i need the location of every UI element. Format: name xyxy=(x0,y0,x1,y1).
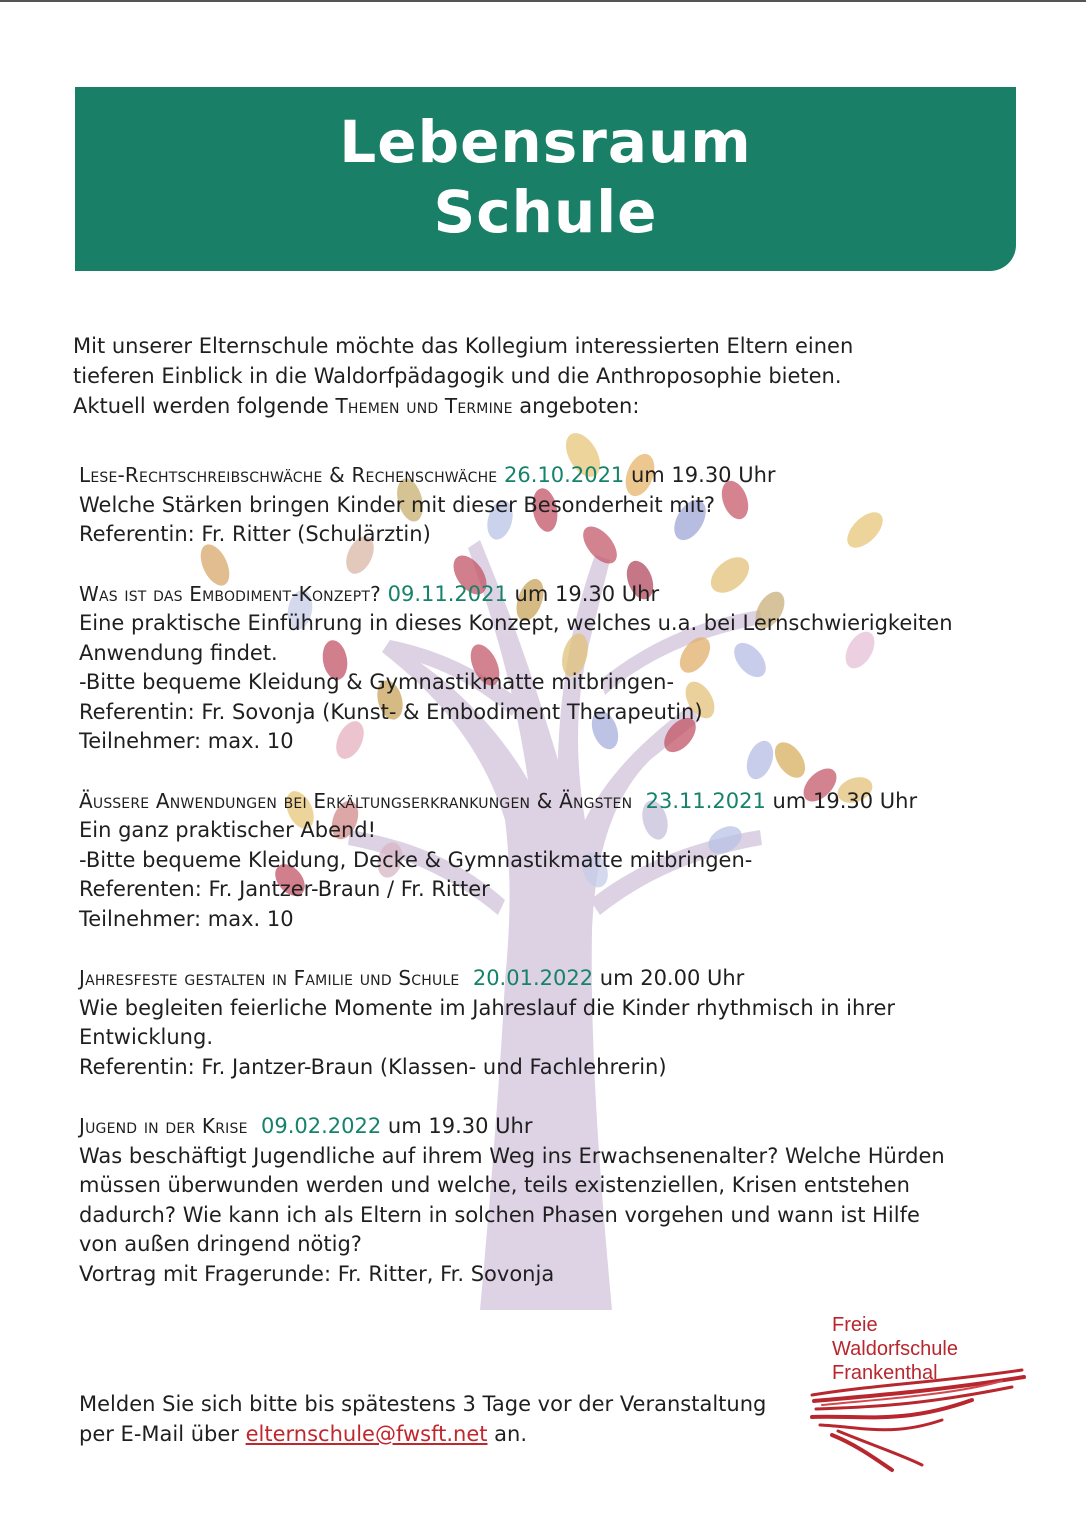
event-time: um 19.30 Uhr xyxy=(514,581,660,606)
email-link[interactable]: elternschule@fwsft.net xyxy=(245,1422,488,1446)
event-line: Teilnehmer: max. 10 xyxy=(79,906,294,931)
logo-line: Waldorfschule xyxy=(832,1338,958,1360)
event-item xyxy=(79,580,1039,757)
event-time: um 19.30 Uhr xyxy=(772,788,918,813)
event-item xyxy=(79,787,1039,935)
title-line-1: Lebensraum xyxy=(339,108,752,176)
event-line: Entwicklung. xyxy=(79,1025,213,1049)
event-line: Referenten: Fr. Jantzer-Braun / Fr. Ritter xyxy=(79,877,490,901)
event-line: Vortrag mit Fragerunde: Fr. Ritter, Fr. Sovonja xyxy=(79,1261,555,1286)
event-line: Wie begleiten feierliche Momente im Jahreslauf die Kinder rhythmisch in ihrer xyxy=(79,995,896,1020)
footer-line: Melden Sie sich bitte bis spätestens 3 Tage vor der Veranstaltung xyxy=(79,1392,767,1416)
footer-text: per E-Mail über xyxy=(79,1422,246,1446)
event-heading xyxy=(79,787,1039,817)
event-time: um 19.30 Uhr xyxy=(387,1114,533,1138)
event-line: -Bitte bequeme Kleidung & Gymnastikmatte mitbringen- xyxy=(79,670,675,694)
event-line: Was beschäftigt Jugendliche auf ihrem Weg ins Erwachsenenalter? Welche Hürden xyxy=(79,1143,945,1168)
logo-line: Frankenthal xyxy=(832,1362,938,1384)
event-list xyxy=(79,461,1039,1319)
intro-line: tieferen Einblick in die Waldorfpädagogik und die Anthroposophie bieten. xyxy=(73,364,842,388)
event-heading xyxy=(79,461,1039,491)
footer-text: an. xyxy=(487,1422,528,1446)
title-banner xyxy=(75,87,1016,271)
event-title: Jugend in der Krise xyxy=(79,1114,248,1138)
registration-note xyxy=(79,1389,839,1449)
event-title: Lese-Rechtschreibschwäche & Rechenschwäche xyxy=(79,463,498,487)
event-line: Referentin: Fr. Jantzer-Braun (Klassen- und Fachlehrerin) xyxy=(79,1054,667,1079)
event-date: 26.10.2021 xyxy=(504,463,625,487)
event-line: müssen überwunden werden und welche, teils existenziellen, Krisen entstehen xyxy=(79,1173,910,1197)
intro-line: Mit unserer Elternschule möchte das Kollegium interessierten Eltern einen xyxy=(73,334,854,358)
intro-line xyxy=(73,391,973,421)
intro-topics-label: Themen und Termine xyxy=(335,394,513,418)
footer-line xyxy=(79,1419,839,1449)
intro-text: Aktuell werden folgende xyxy=(73,394,336,418)
event-date: 09.02.2022 xyxy=(260,1114,382,1138)
event-heading xyxy=(79,580,1039,610)
event-time: um 19.30 Uhr xyxy=(630,463,776,487)
event-title: Äußere Anwendungen bei Erkältungserkrankungen & Ängsten xyxy=(79,788,633,813)
intro-text: angeboten: xyxy=(512,394,640,418)
event-date: 23.11.2021 xyxy=(645,788,766,813)
event-heading xyxy=(79,1112,1039,1142)
event-time: um 20.00 Uhr xyxy=(599,966,745,990)
event-line: Eine praktische Einführung in dieses Konzept, welches u.a. bei Lernschwierigkeiten xyxy=(79,611,953,635)
event-line: Referentin: Fr. Ritter (Schulärztin) xyxy=(79,522,431,546)
event-line: Referentin: Fr. Sovonja (Kunst- & Embodiment Therapeutin) xyxy=(79,699,703,724)
event-line: Welche Stärken bringen Kinder mit dieser Besonderheit mit? xyxy=(79,492,715,517)
school-logo xyxy=(832,1313,958,1385)
title-line-2: Schule xyxy=(433,178,658,246)
event-item xyxy=(79,964,1039,1082)
event-title: Jahresfeste gestalten in Familie und Schule xyxy=(79,966,460,990)
event-line: Teilnehmer: max. 10 xyxy=(79,729,294,753)
event-line: Ein ganz praktischer Abend! xyxy=(79,818,377,842)
event-date: 09.11.2021 xyxy=(387,581,508,606)
event-line: von außen dringend nötig? xyxy=(79,1232,362,1256)
intro-paragraph xyxy=(73,331,973,421)
event-date: 20.01.2022 xyxy=(472,966,594,990)
event-line: -Bitte bequeme Kleidung, Decke & Gymnastikmatte mitbringen- xyxy=(79,847,753,872)
event-heading xyxy=(79,964,1039,994)
event-line: dadurch? Wie kann ich als Eltern in solchen Phasen vorgehen und wann ist Hilfe xyxy=(79,1202,920,1227)
event-item xyxy=(79,1112,1039,1289)
event-title: Was ist das Embodiment-Konzept? xyxy=(79,581,381,606)
event-item xyxy=(79,461,1039,550)
logo-line: Freie xyxy=(832,1314,878,1336)
event-line: Anwendung findet. xyxy=(79,640,278,665)
